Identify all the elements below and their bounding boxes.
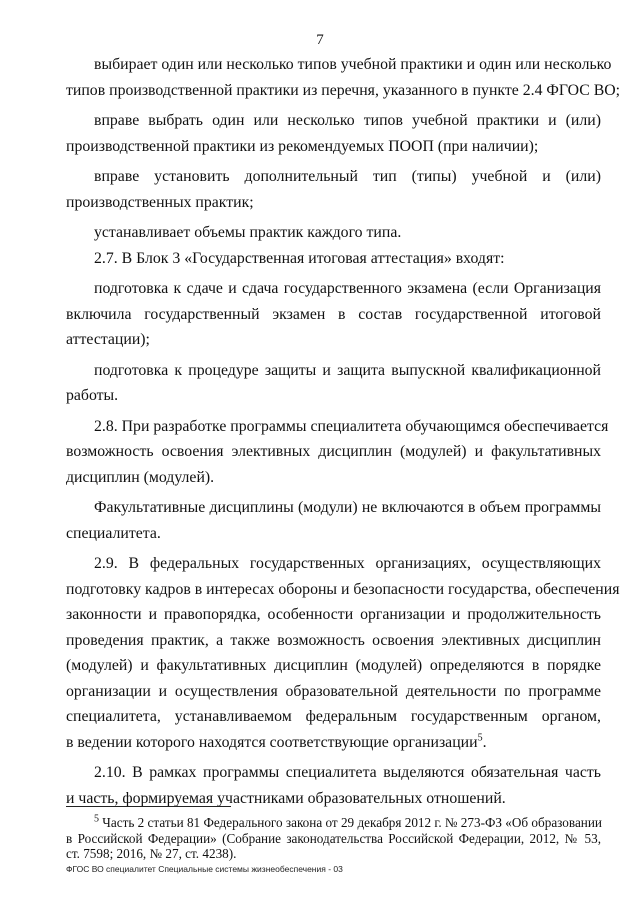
text-line: 2.7. В Блок 3 «Государственная итоговая аттестация» входят:: [94, 249, 505, 267]
footnote-line: [66, 815, 601, 831]
text-line: специалитета.: [66, 524, 161, 542]
text-line: организации и осуществления образовательной деятельности по программе: [66, 682, 601, 700]
text-line: (модулей) и факультативных дисциплин (модулей) определяются в порядке: [66, 657, 601, 674]
text-line: работы.: [66, 387, 119, 404]
footnote-line: ст. 7598; 2016, № 27, ст. 4238).: [66, 846, 237, 861]
document-footer: ФГОС ВО специалитет Специальные системы жизнеобеспечения - 03: [66, 864, 343, 874]
text-line: включила государственный экзамен в состав государственной итоговой: [66, 305, 601, 323]
text-line: аттестации);: [66, 331, 150, 348]
text-line: 2.10. В рамках программы специалитета выделяются обязательная часть: [94, 764, 601, 781]
footnote-reference: 5: [477, 732, 483, 744]
text-line: выбирает один или несколько типов учебной практики и один или несколько: [94, 56, 612, 73]
text-line: типов производственной практики из перечня, указанного в пункте 2.4 ФГОС ВО;: [66, 81, 621, 99]
footnote: [66, 815, 601, 862]
text-line: возможность освоения элективных дисциплин (модулей) и факультативных: [66, 443, 601, 460]
text-line: вправе выбрать один или несколько типов учебной практики и (или): [94, 112, 601, 129]
footnote-separator: [66, 806, 231, 807]
text-line: устанавливает объемы практик каждого типа.: [94, 224, 402, 241]
text-line: специалитета, устанавливаемом федеральным государственным органом,: [66, 708, 601, 725]
text-line-content: в ведении которого находятся соответствующие организации: [66, 733, 478, 751]
page-number: 7: [316, 32, 324, 48]
document-body: [66, 52, 621, 811]
text-line: дисциплин (модулей).: [66, 468, 215, 486]
text-line: вправе установить дополнительный тип (типы) учебной и (или): [94, 168, 601, 185]
text-line: и часть, формируемая участниками образовательных отношений.: [66, 789, 506, 807]
text-line: 2.8. При разработке программы специалитета обучающимся обеспечивается: [94, 417, 609, 435]
text-line: производственных практик;: [66, 193, 254, 211]
text-line: Факультативные дисциплины (модули) не включаются в объем программы: [94, 499, 601, 516]
text-line: [66, 730, 601, 756]
text-line: 2.9. В федеральных государственных организациях, осуществляющих: [94, 555, 601, 572]
text-line: подготовка к процедуре защиты и защита выпускной квалификационной: [94, 361, 601, 379]
sentence-period: .: [482, 733, 487, 751]
text-line: подготовку кадров в интересах обороны и безопасности государства, обеспечения: [66, 580, 620, 598]
footnote-marker: 5: [94, 813, 99, 825]
footnote-line: в Российской Федерации» (Собрание законодательства Российской Федерации, 2012, № 53,: [66, 830, 601, 846]
footnote-line-content: Часть 2 статьи 81 Федерального закона от 29 декабря 2012 г. № 273-ФЗ «Об образовании: [102, 815, 602, 830]
text-line: подготовка к сдаче и сдача государственного экзамена (если Организация: [94, 280, 601, 297]
text-line: проведения практик, а также возможность освоения элективных дисциплин: [66, 631, 601, 649]
text-line: законности и правопорядка, особенности организации и продолжительность: [66, 606, 601, 623]
text-line: производственной практики из рекомендуемых ПООП (при наличии);: [66, 137, 539, 155]
